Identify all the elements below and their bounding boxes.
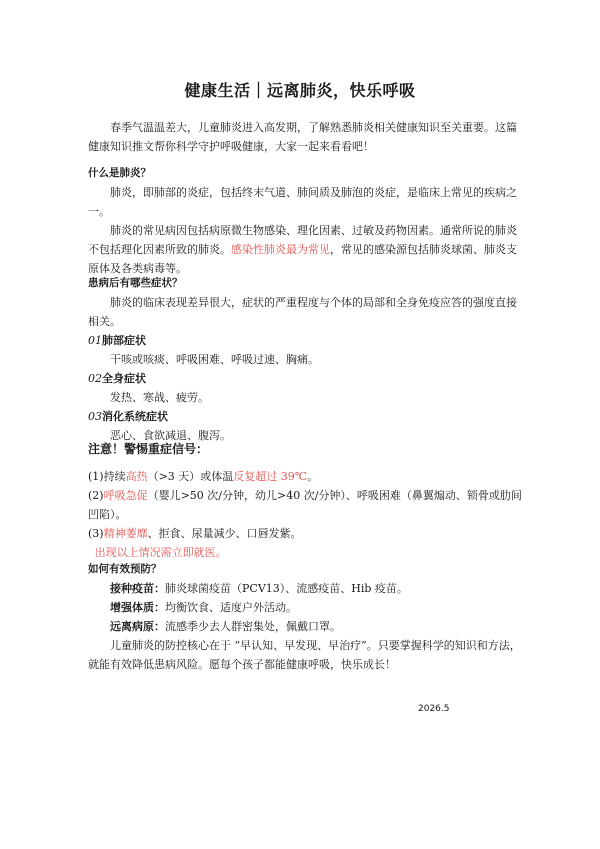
publish-date: 2026.5 bbox=[418, 704, 450, 714]
warning-lethargy: 精神萎靡 bbox=[103, 527, 148, 540]
warning-rapid-breathing: 呼吸急促 bbox=[103, 489, 148, 502]
what-section bbox=[88, 164, 524, 278]
warning-heading: 注意！警惕重症信号： bbox=[88, 442, 209, 456]
warning-section bbox=[88, 440, 524, 562]
symptom-item-3-num: 03 bbox=[88, 410, 102, 423]
closing-section bbox=[88, 636, 524, 674]
symptoms-intro: 肺炎的临床表现差异很大，症状的严重程度与个体的局部和全身免疫应答的强度直接相关。 bbox=[88, 296, 517, 328]
warning-line-1: (1)持续高热（>3 天）或体温反复超过 39℃。 bbox=[88, 470, 319, 483]
symptoms-heading: 患病后有哪些症状？ bbox=[88, 277, 183, 289]
prevention-item-1: 接种疫苗：肺炎球菌疫苗（PCV13）、流感疫苗、Hib 疫苗。 bbox=[110, 582, 408, 595]
symptom-item-2-label: 全身症状 bbox=[102, 372, 146, 385]
symptom-item-1-title bbox=[88, 331, 524, 350]
prevention-heading: 如何有效预防？ bbox=[88, 563, 162, 575]
intro-paragraph: 春季气温温差大，儿童肺炎进入高发期，了解熟悉肺炎相关健康知识至关重要。这篇健康知识推文帮你科学守护呼吸健康，大家一起来看看吧！ bbox=[88, 121, 517, 153]
warning-high-fever: 高热 bbox=[125, 470, 148, 483]
warning-line-2: (2)呼吸急促（婴儿>50 次/分钟，幼儿>40 次/分钟）、呼吸困难（鼻翼煽动、锁骨或肋间凹陷）。 bbox=[88, 489, 522, 521]
symptom-item-3-desc: 恶心、食欲减退、腹泻。 bbox=[110, 429, 231, 442]
symptom-item-2-title bbox=[88, 369, 524, 388]
symptom-item-1-label: 肺部症状 bbox=[102, 334, 146, 347]
symptom-item-3-title bbox=[88, 407, 524, 426]
symptoms-section bbox=[88, 274, 524, 445]
what-paragraph-2 bbox=[88, 221, 524, 278]
what-heading: 什么是肺炎？ bbox=[88, 167, 151, 179]
prevention-item-2: 增强体质：均衡饮食、适度户外活动。 bbox=[110, 601, 297, 614]
symptom-item-1-desc: 干咳或咳痰、呼吸困难、呼吸过速、胸痛。 bbox=[110, 353, 319, 366]
warning-line-3: (3)精神萎靡、拒食、尿量减少、口唇发紫。 bbox=[88, 527, 302, 540]
prevention-section bbox=[88, 560, 524, 636]
intro-section bbox=[88, 118, 524, 156]
closing-paragraph: 儿童肺炎的防控核心在于 “早认知、早发现、早治疗”。只要掌握科学的知识和方法，就能有效降低患病风险。愿每个孩子都能健康呼吸，快乐成长！ bbox=[88, 639, 521, 671]
symptom-item-2-desc: 发热、寒战、疲劳。 bbox=[110, 391, 209, 404]
page-title: 健康生活｜远离肺炎，快乐呼吸 bbox=[184, 81, 416, 100]
what-p2-text-b: ，常见的感染源包括肺炎球菌、肺炎支原体及各类病毒等。 bbox=[88, 243, 517, 275]
what-paragraph-1: 肺炎，即肺部的炎症，包括终末气道、肺间质及肺泡的炎症，是临床上常见的疾病之一。 bbox=[88, 186, 517, 218]
what-p2-text-a: 肺炎的常见病因包括病原微生物感染、理化因素、过敏及药物因素。通常所说的肺炎不包括理化因素所致的肺炎。 bbox=[88, 224, 517, 256]
symptom-item-2-num: 02 bbox=[88, 372, 102, 385]
prevention-item-3: 远离病原：流感季少去人群密集处，佩戴口罩。 bbox=[110, 620, 341, 633]
symptom-item-1-num: 01 bbox=[88, 334, 102, 347]
symptom-item-3-label: 消化系统症状 bbox=[102, 410, 168, 423]
warning-call-to-action: 出现以上情况需立即就医。 bbox=[94, 546, 227, 559]
warning-temp-threshold: 反复超过 39℃ bbox=[233, 470, 308, 483]
what-p2-highlight: 感染性肺炎最为常见 bbox=[231, 243, 330, 256]
